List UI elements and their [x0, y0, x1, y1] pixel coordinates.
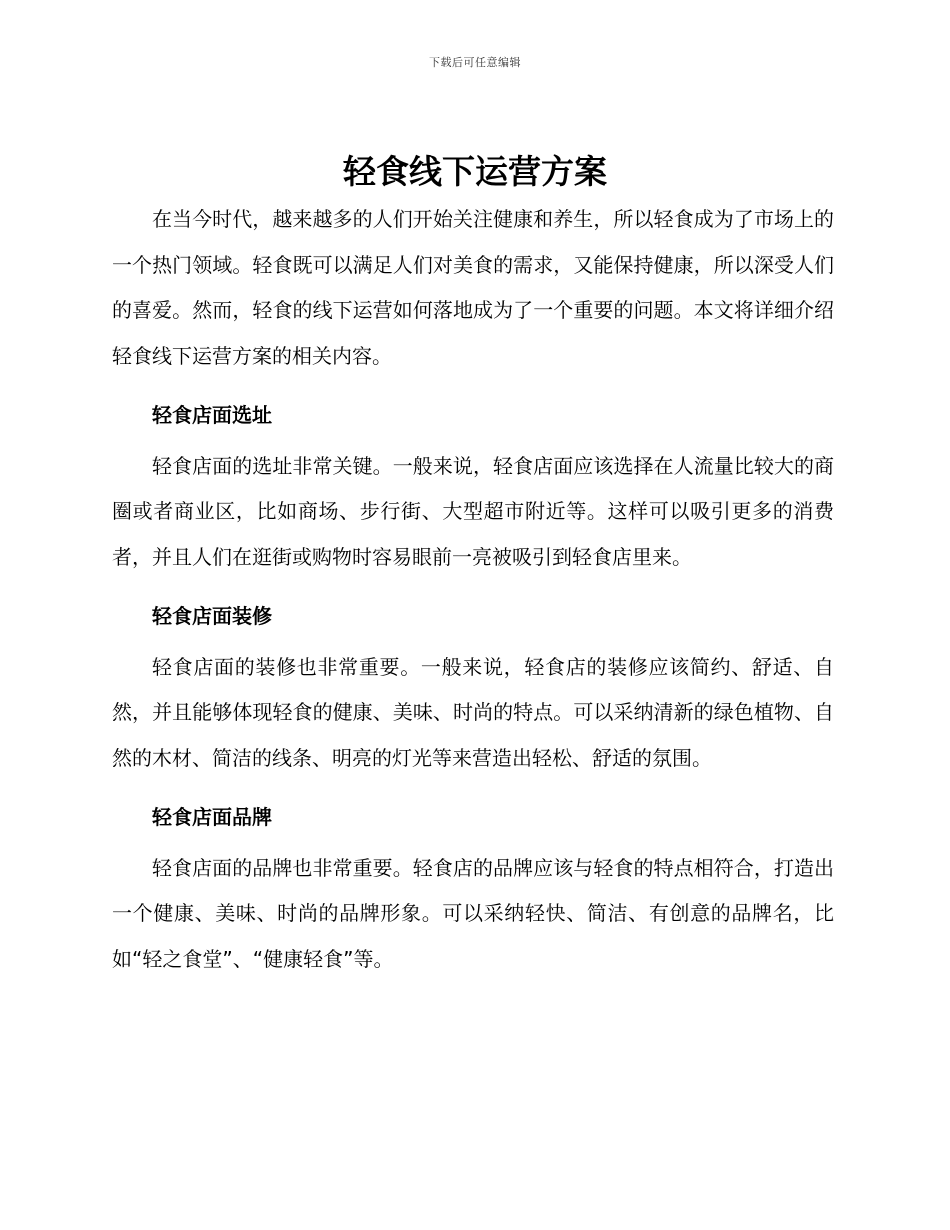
section-heading: 轻食店面品牌: [152, 805, 272, 829]
section-brand: [112, 788, 834, 982]
section-location: [112, 386, 834, 580]
document-body: [112, 197, 834, 982]
intro-paragraph: 在当今时代，越来越多的人们开始关注健康和养生，所以轻食成为了市场上的一个热门领域。轻食既可以满足人们对美食的需求，又能保持健康，所以深受人们的喜爱。然而，轻食的线下运营如何落地成为了一个重要的问题。本文将详细介绍轻食线下运营方案的相关内容。: [112, 207, 834, 368]
section-paragraph: 轻食店面的品牌也非常重要。轻食店的品牌应该与轻食的特点相符合，打造出一个健康、美味、时尚的品牌形象。可以采纳轻快、简洁、有创意的品牌名，比如“轻之食堂”、“健康轻食”等。: [112, 855, 834, 971]
section-heading: 轻食店面装修: [152, 604, 272, 628]
section-paragraph: 轻食店面的装修也非常重要。一般来说，轻食店的装修应该简约、舒适、自然，并且能够体现轻食的健康、美味、时尚的特点。可以采纳清新的绿色植物、自然的木材、简洁的线条、明亮的灯光等来营造出轻松、舒适的氛围。: [112, 654, 834, 770]
section-paragraph: 轻食店面的选址非常关键。一般来说，轻食店面应该选择在人流量比较大的商圈或者商业区，比如商场、步行街、大型超市附近等。这样可以吸引更多的消费者，并且人们在逛街或购物时容易眼前一亮被吸引到轻食店里来。: [112, 453, 834, 569]
header-note: 下载后可任意编辑: [429, 56, 521, 69]
section-heading: 轻食店面选址: [152, 403, 272, 427]
document-title: 轻食线下运营方案: [343, 152, 607, 191]
section-decoration: [112, 587, 834, 781]
